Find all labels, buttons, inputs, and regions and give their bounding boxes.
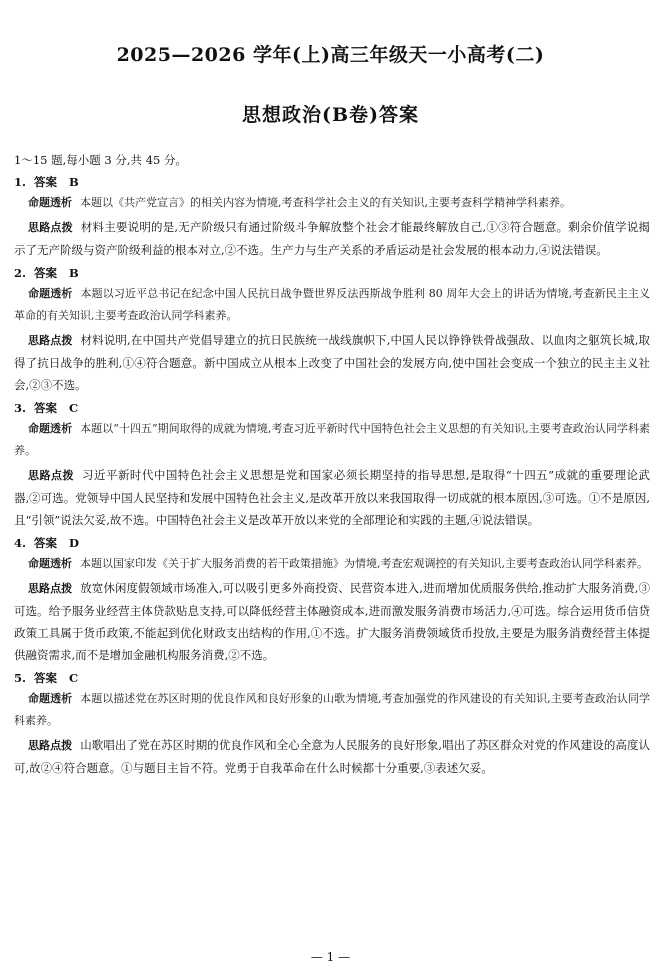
question-block bbox=[14, 263, 650, 396]
answer-label: 答案 bbox=[34, 266, 58, 280]
answer-letter: C bbox=[69, 401, 79, 415]
question-block bbox=[14, 398, 650, 531]
analysis-paragraph bbox=[14, 577, 650, 666]
question-block bbox=[14, 172, 650, 261]
analysis-text: 材料说明,在中国共产党倡导建立的抗日民族统一战线旗帜下,中国人民以铮铮铁骨战强敌、以血肉之躯筑长城,取得了抗日战争的胜利,①④符合题意。新中国成立从根本上改变了中国社会的发展方向,使中国社会变成一个独立的民主主义社会,②③不选。 bbox=[14, 333, 651, 392]
analysis-paragraph bbox=[14, 329, 650, 396]
answer-letter: B bbox=[69, 266, 79, 280]
question-number: 4. bbox=[14, 536, 27, 550]
hint-label: 命题透析 bbox=[28, 287, 73, 300]
analysis-label: 思路点拨 bbox=[28, 739, 73, 752]
answer-letter: C bbox=[69, 671, 79, 685]
answer-label: 答案 bbox=[34, 671, 58, 685]
question-block bbox=[14, 533, 650, 666]
analysis-paragraph bbox=[14, 734, 650, 779]
hint-label: 命题透析 bbox=[28, 196, 72, 209]
question-header bbox=[14, 533, 650, 553]
hint-paragraph bbox=[14, 418, 650, 462]
question-header bbox=[14, 668, 650, 688]
page-number: — 1 — bbox=[310, 950, 351, 964]
hint-label: 命题透析 bbox=[28, 692, 73, 705]
hint-paragraph bbox=[14, 688, 650, 732]
analysis-paragraph bbox=[14, 216, 650, 261]
analysis-text: 山歌唱出了党在苏区时期的优良作风和全心全意为人民服务的良好形象,唱出了苏区群众对党的作风建设的高度认可,故②④符合题意。①与题目主旨不符。党勇于自我革命在什么时候都十分重要,③表述欠妥。 bbox=[14, 738, 650, 775]
question-number: 3. bbox=[14, 401, 27, 415]
analysis-label: 思路点拨 bbox=[28, 582, 73, 595]
question-header bbox=[14, 263, 650, 283]
answer-letter: B bbox=[69, 175, 79, 189]
answer-label: 答案 bbox=[34, 536, 58, 550]
answer-subtitle: 思想政治(B卷)答案 bbox=[241, 104, 420, 126]
answer-list bbox=[14, 172, 650, 781]
question-number: 2. bbox=[14, 266, 27, 280]
analysis-text: 习近平新时代中国特色社会主义思想是党和国家必须长期坚持的指导思想,是取得“十四五”成就的重要理论武器,②可选。党领导中国人民坚持和发展中国特色社会主义,是改革开放以来我国取得一切成就的根本原因,③可选。①不是原因,且“引领”说法欠妥,故不选。中国特色社会主义是改革开放以来党的全部理论和实践的主题,④说法错误。 bbox=[14, 468, 650, 527]
analysis-label: 思路点拨 bbox=[28, 334, 73, 347]
hint-text: 本题以描述党在苏区时期的优良作风和良好形象的山歌为情境,考查加强党的作风建设的有关知识,主要考查政治认同学科素养。 bbox=[14, 692, 651, 727]
question-number: 1. bbox=[14, 175, 27, 189]
answer-letter: D bbox=[69, 536, 79, 550]
hint-paragraph bbox=[14, 192, 650, 214]
answer-label: 答案 bbox=[34, 401, 58, 415]
question-number: 5. bbox=[14, 671, 27, 685]
analysis-label: 思路点拨 bbox=[28, 469, 74, 482]
question-header bbox=[14, 398, 650, 418]
exam-title: 2025—2026 学年(上)高三年级天一小高考(二) bbox=[116, 44, 545, 66]
hint-text: 本题以《共产党宣言》的相关内容为情境,考查科学社会主义的有关知识,主要考查科学精神学科素养。 bbox=[80, 196, 571, 209]
hint-text: 本题以“十四五”期间取得的成就为情境,考查习近平新时代中国特色社会主义思想的有关知识,主要考查政治认同学科素养。 bbox=[14, 422, 650, 457]
question-block bbox=[14, 668, 650, 779]
analysis-label: 思路点拨 bbox=[28, 221, 73, 234]
analysis-text: 材料主要说明的是,无产阶级只有通过阶级斗争解放整个社会才能最终解放自己,①③符合题意。剩余价值学说揭示了无产阶级与资产阶级利益的根本对立,②不选。生产力与生产关系的矛盾运动是社会发展的根本动力,④说法错误。 bbox=[14, 220, 650, 257]
hint-label: 命题透析 bbox=[28, 422, 73, 435]
question-header bbox=[14, 172, 650, 192]
analysis-text: 放宽休闲度假领域市场准入,可以吸引更多外商投资、民营资本进入,进而增加优质服务供给,推动扩大服务消费,③可选。给予服务业经营主体贷款贴息支持,可以降低经营主体融资成本,进而激发服务消费市场活力,④可选。综合运用货币信贷政策工具属于货币政策,不能起到优化财政支出结构的作用,①不选。扩大服务消费领域货币投放,主要是为服务消费经营主体提供融资需求,而不是增加金融机构服务消费,②不选。 bbox=[14, 581, 650, 662]
hint-text: 本题以国家印发《关于扩大服务消费的若干政策措施》为情境,考查宏观调控的有关知识,主要考查政治认同学科素养。 bbox=[80, 557, 648, 570]
section-intro: 1～15 题,每小题 3 分,共 45 分。 bbox=[14, 153, 187, 167]
analysis-paragraph bbox=[14, 464, 650, 531]
answer-label: 答案 bbox=[34, 175, 58, 189]
hint-paragraph bbox=[14, 283, 650, 327]
hint-paragraph bbox=[14, 553, 650, 575]
hint-text: 本题以习近平总书记在纪念中国人民抗日战争暨世界反法西斯战争胜利 80 周年大会上的讲话为情境,考查新民主主义革命的有关知识,主要考查政治认同学科素养。 bbox=[14, 287, 651, 322]
hint-label: 命题透析 bbox=[28, 557, 72, 570]
